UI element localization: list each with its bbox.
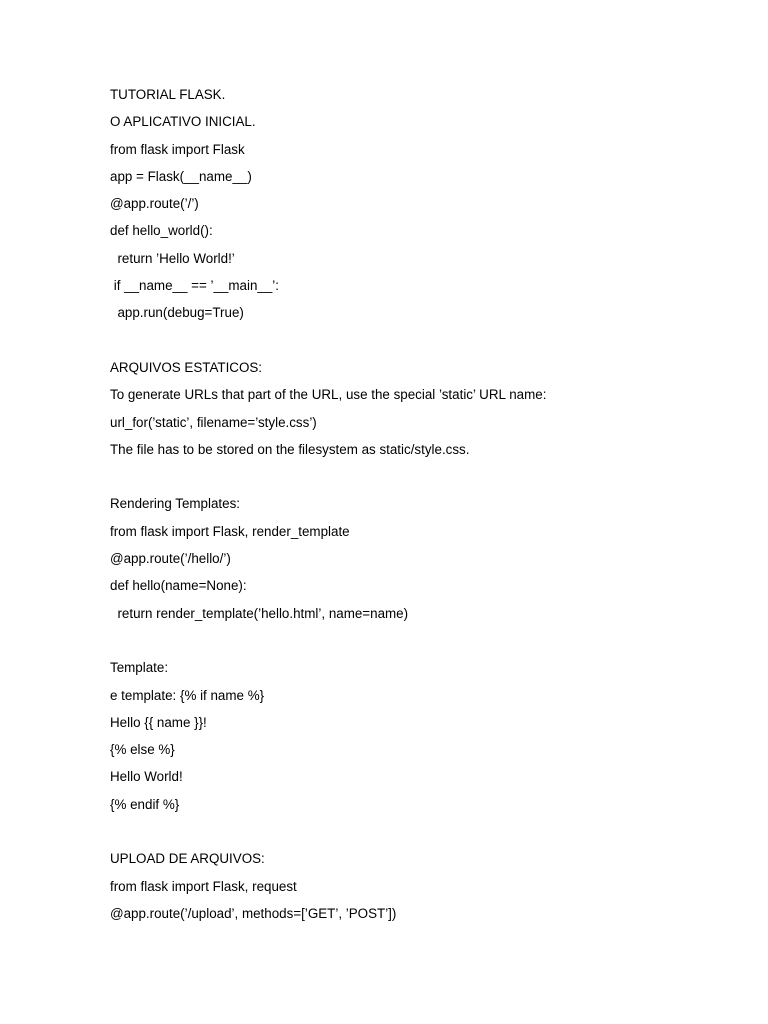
doc-title: TUTORIAL FLASK. <box>110 87 226 102</box>
code-line: url_for(’static’, filename=’style.css’) <box>110 414 317 430</box>
code-line: app = Flask(__name__) <box>110 168 252 184</box>
code-line: app.run(debug=True) <box>110 305 244 321</box>
code-line: def hello(name=None): <box>110 578 247 594</box>
code-line: return ’Hello World!’ <box>110 250 235 266</box>
code-line: @app.route(’/hello/’) <box>110 551 231 567</box>
blank-line <box>110 331 710 358</box>
code-line: @app.route(’/upload’, methods=[’GET’, ’POST’]) <box>110 905 397 921</box>
section-heading-app: O APLICATIVO INICIAL. <box>110 114 256 130</box>
section-heading-templates: Rendering Templates: <box>110 496 241 512</box>
blank-line <box>110 467 710 494</box>
code-line: from flask import Flask <box>110 141 245 157</box>
text-line: To generate URLs that part of the URL, use the special ’static’ URL name: <box>110 387 547 403</box>
code-line: @app.route(’/’) <box>110 196 199 212</box>
code-line: if __name__ == ’__main__’: <box>110 278 279 294</box>
code-line: from flask import Flask, render_template <box>110 523 350 539</box>
code-line: Hello {{ name }}! <box>110 714 207 730</box>
code-line: {% endif %} <box>110 796 180 812</box>
code-line: return render_template(’hello.html’, name=name) <box>110 605 409 621</box>
code-line: e template: {% if name %} <box>110 687 265 703</box>
text-line: The file has to be stored on the filesystem as static/style.css. <box>110 441 470 457</box>
section-heading-upload: UPLOAD DE ARQUIVOS: <box>110 851 265 867</box>
section-heading-static: ARQUIVOS ESTATICOS: <box>110 359 263 375</box>
blank-line <box>110 631 710 658</box>
code-line: Hello World! <box>110 769 183 785</box>
code-line: {% else %} <box>110 742 175 758</box>
code-line: from flask import Flask, request <box>110 878 297 894</box>
section-heading-template: Template: <box>110 660 169 676</box>
document-body <box>110 85 710 931</box>
code-line: def hello_world(): <box>110 223 213 239</box>
blank-line <box>110 822 710 849</box>
